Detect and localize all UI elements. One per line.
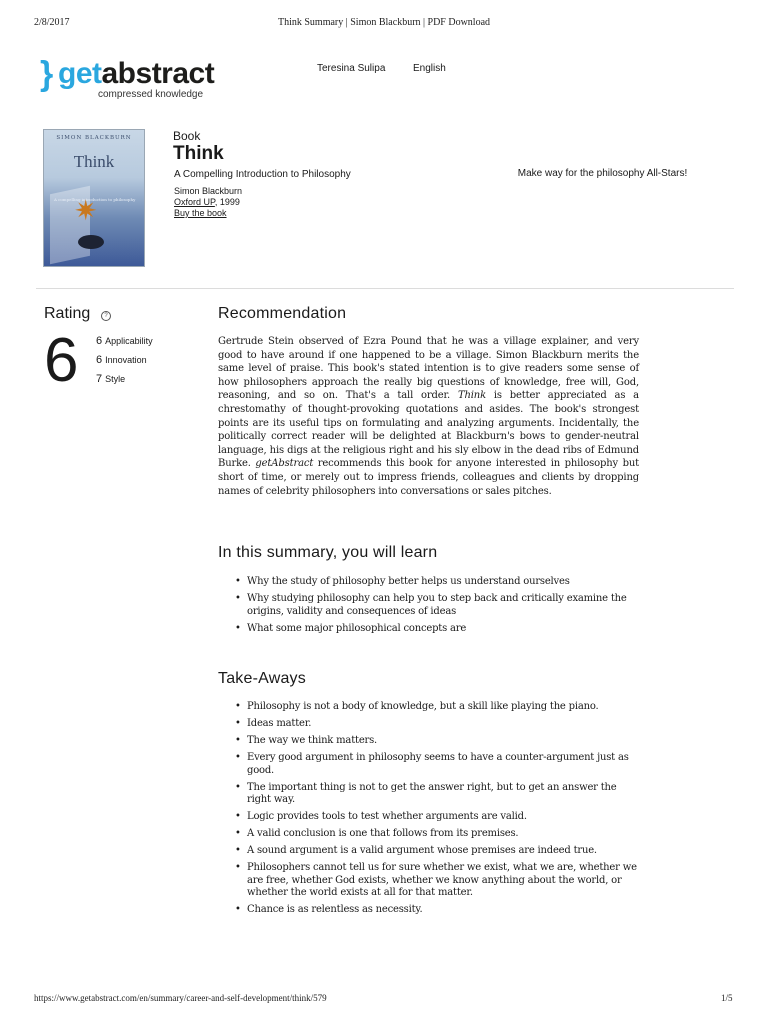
print-page-number: 1/5: [721, 993, 733, 1003]
takeaways-heading: Take-Aways: [218, 670, 306, 687]
list-item: • Every good argument in philosophy seems to have a counter-argument just as good.: [218, 752, 637, 777]
list-item: • Logic provides tools to test whether arguments are valid.: [218, 811, 637, 824]
list-item: • Philosophers cannot tell us for sure whether we exist, what we are, whether we are free, whether God exists, whether we know anything about the world, or whether the world exists at all for that matter.: [218, 862, 637, 900]
rating-score: 6: [96, 354, 103, 366]
list-item: • Chance is as relentless as necessity.: [218, 904, 637, 917]
cover-starfish-icon: ✷: [74, 195, 98, 226]
list-item: • Why the study of philosophy better helps us understand ourselves: [218, 576, 637, 589]
rating-applicability: [96, 335, 153, 347]
buy-book-link[interactable]: Buy the book: [174, 208, 227, 218]
takeaways-list: [218, 701, 637, 921]
rating-label: Rating: [44, 305, 91, 322]
list-item: • Why studying philosophy can help you to step back and critically examine the origins, validity and consequences of ideas: [218, 593, 637, 618]
learn-heading: In this summary, you will learn: [218, 544, 438, 561]
cover-stone-shape: [78, 235, 104, 249]
list-item: • Philosophy is not a body of knowledge, but a skill like playing the piano.: [218, 701, 637, 714]
cover-author: SIMON BLACKBURN: [56, 135, 132, 141]
recommendation-text-part: is better appreciated as a chrestomathy of thought-provoking quotations and asides. The book's strongest points are its useful tips on formulating and analyzing arguments. Incidentally, the politically correct reader will be delighted at Blackburn's bows to gender-neutral language, his digs at the religious right and his sly elbow in the dead ribs of Edmund Burke.: [218, 390, 639, 470]
overall-rating: 6: [44, 326, 79, 395]
recommendation-heading: Recommendation: [218, 305, 347, 322]
book-publisher-line: [174, 197, 240, 207]
rating-category: Applicability: [105, 336, 153, 346]
book-tagline: Make way for the philosophy All-Stars!: [517, 168, 688, 179]
publication-year: , 1999: [214, 197, 240, 207]
book-cover-image: [43, 129, 145, 267]
brand-emphasis: getAbstract: [255, 458, 314, 470]
logo-brace-icon: }: [40, 55, 54, 93]
publisher-link[interactable]: Oxford UP: [174, 197, 215, 207]
rating-style: [96, 373, 125, 385]
learn-list: [218, 576, 637, 640]
book-subtitle: A Compelling Introduction to Philosophy: [174, 169, 351, 180]
list-item: • A valid conclusion is one that follows from its premises.: [218, 828, 637, 841]
list-item: • A sound argument is a valid argument whose premises are indeed true.: [218, 845, 637, 858]
book-author: Simon Blackburn: [174, 186, 243, 196]
cover-subtitle: A compelling introduction to philosophy: [54, 197, 136, 202]
book-title-emphasis: Think: [457, 390, 487, 402]
language-selector[interactable]: English: [413, 63, 446, 74]
print-doc-title: Think Summary | Simon Blackburn | PDF Download: [277, 17, 491, 28]
recommendation-text: [218, 335, 639, 498]
list-item: • The important thing is not to get the answer right, but to get an answer the right way.: [218, 782, 637, 807]
section-divider: [36, 288, 734, 289]
rating-help-icon[interactable]: ?: [101, 311, 111, 321]
logo-abstract: abstract: [101, 57, 215, 90]
list-item: • Ideas matter.: [218, 718, 637, 731]
logo-tagline: compressed knowledge: [98, 89, 204, 100]
print-url: https://www.getabstract.com/en/summary/career-and-self-development/think/579: [34, 993, 327, 1003]
list-item: • What some major philosophical concepts are: [218, 623, 637, 636]
user-name-link[interactable]: Teresina Sulipa: [317, 63, 386, 74]
list-item: • The way we think matters.: [218, 735, 637, 748]
rating-score: 6: [96, 335, 103, 347]
rating-score: 7: [96, 373, 103, 385]
rating-category: Style: [105, 374, 126, 384]
rating-innovation: [96, 354, 147, 366]
getabstract-logo[interactable]: [58, 58, 214, 90]
content-type-label: Book: [173, 129, 201, 143]
print-date: 2/8/2017: [34, 17, 70, 28]
logo-get: get: [58, 57, 102, 90]
recommendation-text-part: recommends this book for anyone interested in philosophy but short of time, or merely out to impress friends, colleagues and clients by dropping names of celebrity philosophers into conversations or sales pitches.: [218, 458, 639, 497]
rating-category: Innovation: [105, 355, 147, 365]
book-title: Think: [173, 143, 224, 164]
cover-title: Think: [73, 152, 115, 171]
recommendation-text-part: Gertrude Stein observed of Ezra Pound that he was a village explainer, and very good to have around if one happened to be a village. Simon Blackburn merits the same level of praise. This book's stated intention is to give readers some sense of how philosophers approach the really big questions of knowledge, free will, God, reasoning, and so on. That's a tall order.: [218, 336, 639, 402]
